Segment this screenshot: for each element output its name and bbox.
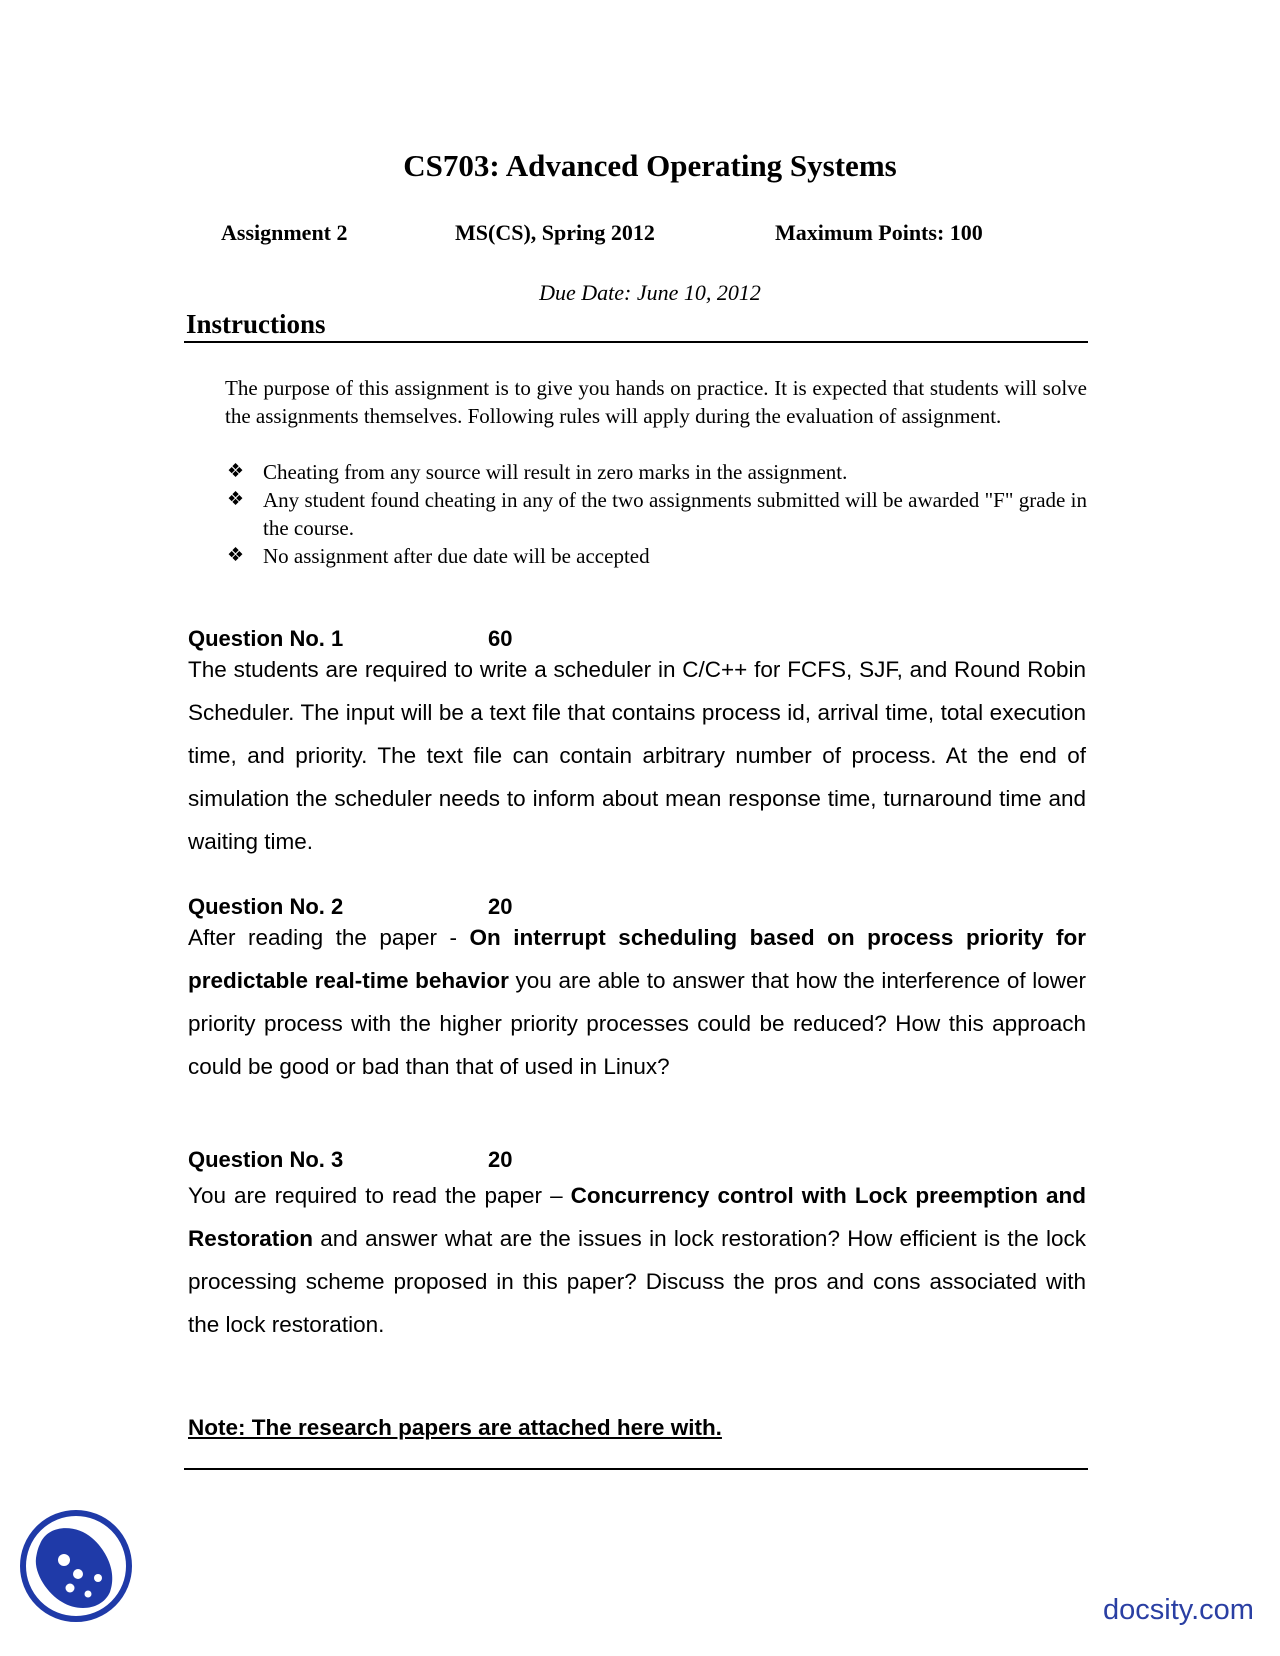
rule-item <box>225 458 1087 486</box>
question-3-intro: You are required to read the paper – <box>188 1183 571 1208</box>
rules-list <box>225 458 1087 570</box>
assignment-label: Assignment 2 <box>221 220 348 245</box>
instructions-paragraph: The purpose of this assignment is to give you hands on practice. It is expected that students will solve the assignments themselves. Following rules will apply during the evaluation of assignment. <box>225 376 1087 428</box>
program-label: MS(CS), Spring 2012 <box>455 220 655 245</box>
question-2-intro: After reading the paper - <box>188 925 470 950</box>
question-1-text: The students are required to write a scheduler in C/C++ for FCFS, SJF, and Round Robin Scheduler. The input will be a text file that contains process id, arrival time, total execution time, and priority. The text file can contain arbitrary number of process. At the end of simulation the scheduler needs to inform about mean response time, turnaround time and waiting time. <box>188 657 1086 854</box>
question-3-prompt: and answer what are the issues in lock restoration? How efficient is the lock processing scheme proposed in this paper? Discuss the pros and cons associated with the lock restoration. <box>188 1226 1086 1337</box>
rule-text: No assignment after due date will be accepted <box>263 544 650 568</box>
question-3-paper-title: Concurrency control with Lock preemption and Restoration <box>188 1183 1086 1251</box>
question-3-text <box>188 1174 1086 1346</box>
max-points-label: Maximum Points: 100 <box>775 220 983 245</box>
question-3-points: 20 <box>488 1147 513 1172</box>
question-2-paper-title: On interrupt scheduling based on process priority for predictable real-time behavior <box>188 925 1086 993</box>
docsity-logo-icon <box>18 1508 134 1624</box>
due-date: Due Date: June 10, 2012 <box>539 280 761 305</box>
four-diamond-icon: ❖ <box>227 545 245 566</box>
question-2-label: Question No. 2 <box>188 894 344 919</box>
question-2-prompt: you are able to answer that how the interference of lower priority process with the higher priority processes could be reduced? How this approach could be good or bad than that of used in Linux? <box>188 968 1087 1079</box>
rule-text: Any student found cheating in any of the two assignments submitted will be awarded "F" grade in the course. <box>263 488 1087 540</box>
rule-item <box>225 542 1087 570</box>
docsity-brand[interactable]: docsity.com <box>1103 1594 1254 1626</box>
question-1-label: Question No. 1 <box>188 626 344 651</box>
four-diamond-icon: ❖ <box>227 489 245 510</box>
document-title: CS703: Advanced Operating Systems <box>403 148 897 183</box>
top-divider <box>184 341 1088 343</box>
bottom-divider <box>184 1468 1088 1470</box>
rule-text: Cheating from any source will result in zero marks in the assignment. <box>263 460 848 484</box>
instructions-heading: Instructions <box>186 309 326 339</box>
rule-item <box>225 486 1087 542</box>
question-2-text <box>188 916 1086 1088</box>
four-diamond-icon: ❖ <box>227 461 245 482</box>
question-2-points: 20 <box>488 894 513 919</box>
attachment-note: Note: The research papers are attached here with. <box>188 1415 722 1440</box>
question-3-label: Question No. 3 <box>188 1147 344 1172</box>
question-1-points: 60 <box>488 626 513 651</box>
